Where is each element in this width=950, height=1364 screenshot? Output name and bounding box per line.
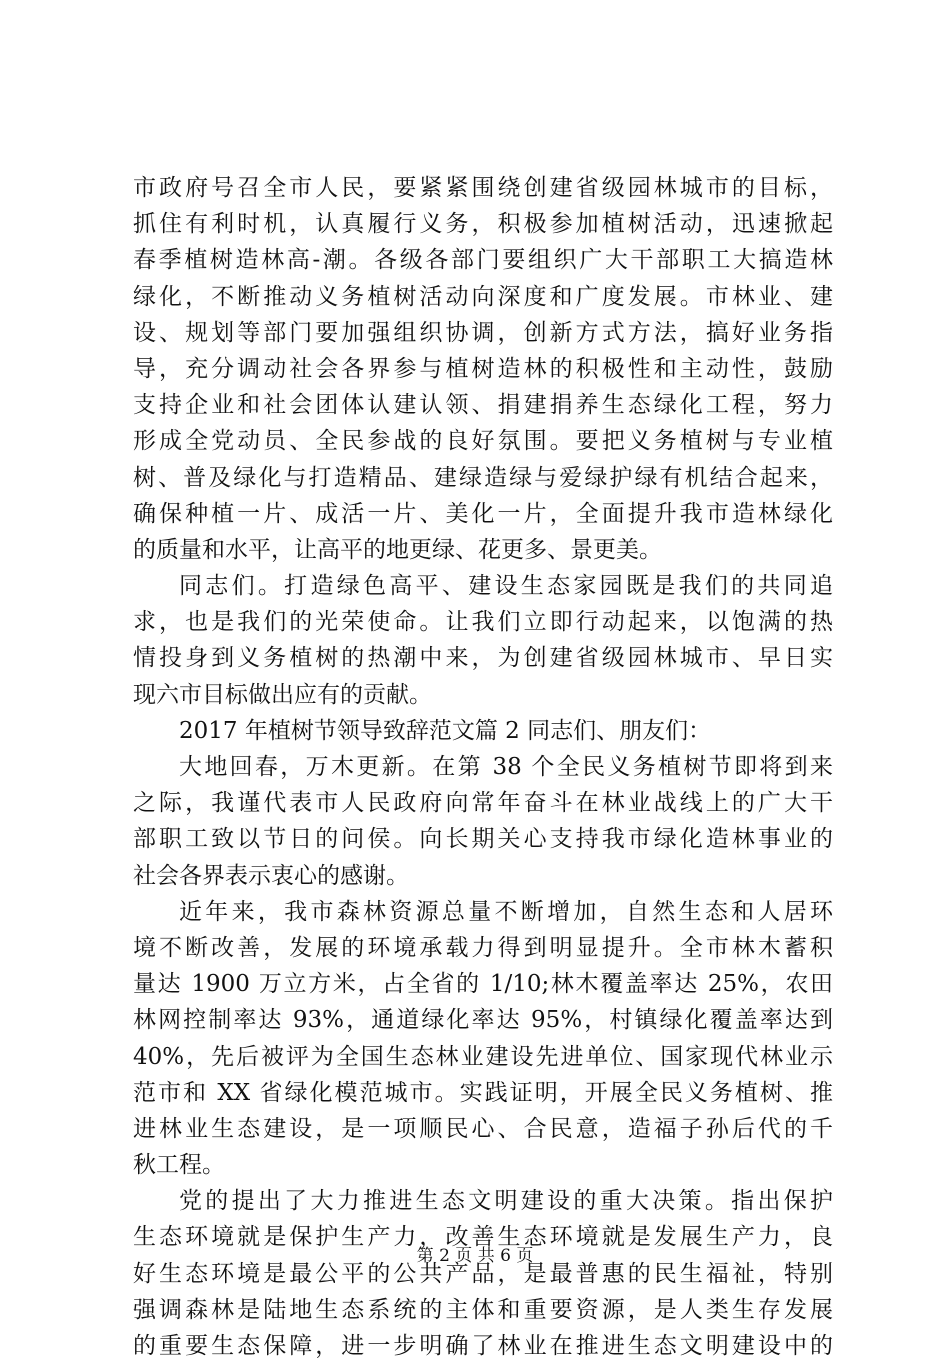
text-line: 树、普及绿化与打造精品、建绿造绿与爱绿护绿有机结合起来，	[133, 464, 833, 491]
paragraph-first-line: 同志们。打造绿色高平、建设生态家园既是我们的共同追	[179, 573, 833, 600]
text-line: 社会各界表示衷心的感谢。	[133, 862, 409, 889]
text-line: 范市和 XX 省绿化模范城市。实践证明，开展全民义务植树、推	[133, 1079, 833, 1106]
text-line: 现六市目标做出应有的贡献。	[133, 681, 432, 708]
text-line: 春季植树造林高-潮。各级各部门要组织广大干部职工大搞造林	[133, 247, 833, 274]
text-line: 确保种植一片、成活一片、美化一片，全面提升我市造林绿化	[133, 500, 833, 527]
text-line: 之际，我谨代表市人民政府向常年奋斗在林业战线上的广大干	[133, 790, 833, 817]
text-line: 秋工程。	[133, 1152, 225, 1179]
text-line: 40%，先后被评为全国生态林业建设先进单位、国家现代林业示	[133, 1043, 833, 1070]
text-line: 市政府号召全市人民，要紧紧围绕创建省级园林城市的目标，	[133, 175, 833, 201]
text-line: 设、规划等部门要加强组织协调，创新方式方法，搞好业务指	[133, 319, 833, 346]
text-line: 抓住有利时机，认真履行义务，积极参加植树活动，迅速掀起	[133, 211, 833, 238]
text-line: 绿化，不断推动义务植树活动向深度和广度发展。市林业、建	[133, 283, 833, 310]
text-line: 境不断改善，发展的环境承载力得到明显提升。全市林木蓄积	[133, 934, 833, 961]
page-number-footer: 第 2 页 共 6 页	[416, 1246, 534, 1266]
text-line: 情投身到义务植树的热潮中来，为创建省级园林城市、早日实	[133, 645, 833, 672]
text-line: 林网控制率达 93%，通道绿化率达 95%，村镇绿化覆盖率达到	[133, 1007, 833, 1034]
paragraph-first-line: 近年来，我市森林资源总量不断增加，自然生态和人居环	[179, 898, 833, 925]
text-line: 进林业生态建设，是一项顺民心、合民意，造福子孙后代的千	[133, 1115, 833, 1142]
text-line: 好生态环境是最公平的公共产品，是最普惠的民生福祉，特别	[133, 1260, 833, 1287]
text-line: 的质量和水平，让高平的地更绿、花更多、景更美。	[133, 536, 662, 563]
paragraph-first-line: 大地回春，万木更新。在第 38 个全民义务植树节即将到来	[179, 754, 833, 780]
text-line: 强调森林是陆地生态系统的主体和重要资源，是人类生存发展	[133, 1296, 833, 1323]
text-line: 的重要生态保障，进一步明确了林业在推进生态文明建设中的	[133, 1333, 833, 1359]
document-body	[133, 170, 833, 1364]
text-line: 量达 1900 万立方米，占全省的 1/10;林木覆盖率达 25%，农田	[133, 971, 833, 998]
text-line: 支持企业和社会团体认建认领、捐建捐养生态绿化工程，努力	[133, 392, 833, 419]
paragraph-first-line: 党的提出了大力推进生态文明建设的重大决策。指出保护	[179, 1188, 833, 1215]
text-line: 生态环境就是保护生产力，改善生态环境就是发展生产力，良	[133, 1224, 833, 1251]
section-heading: 2017 年植树节领导致辞范文篇 2 同志们、朋友们：	[179, 717, 712, 744]
text-line: 部职工致以节日的问侯。向长期关心支持我市绿化造林事业的	[133, 826, 833, 853]
text-line: 形成全党动员、全民参战的良好氛围。要把义务植树与专业植	[133, 428, 833, 455]
text-line: 导，充分调动社会各界参与植树造林的积极性和主动性，鼓励	[133, 355, 833, 382]
text-line: 求，也是我们的光荣使命。让我们立即行动起来，以饱满的热	[133, 609, 833, 636]
